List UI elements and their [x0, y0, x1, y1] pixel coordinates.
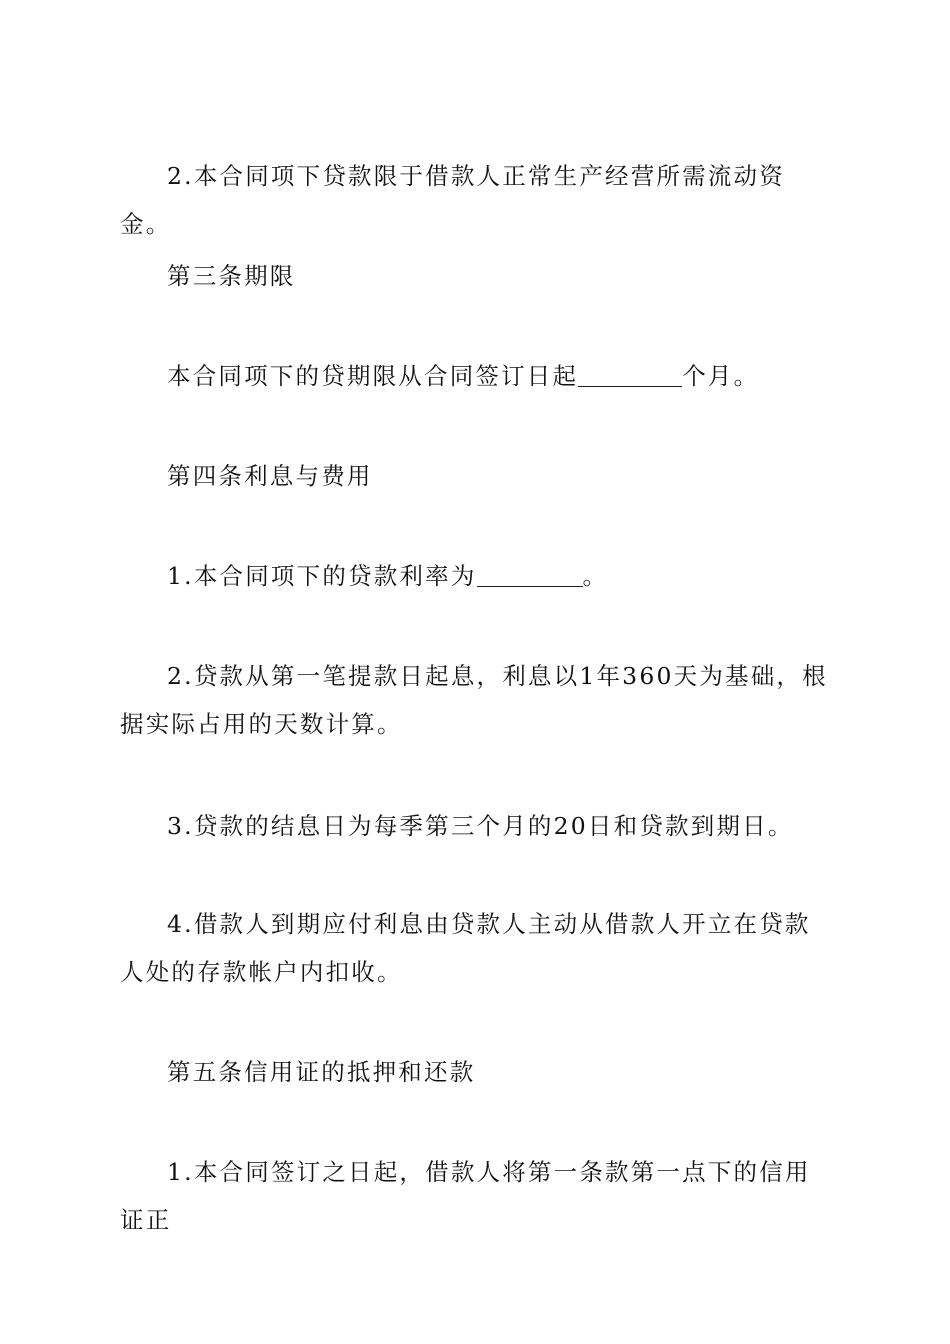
paragraph-loan-purpose — [120, 152, 834, 248]
paragraph-text-before: 1.本合同项下的贷款利率为 — [167, 562, 477, 590]
paragraph-text: 3.贷款的结息日为每季第三个月的20日和贷款到期日。 — [167, 812, 794, 840]
paragraph-text: 2.贷款从第一笔提款日起息，利息以1年360天为基础，根据实际占用的天数计算。 — [120, 662, 828, 738]
heading-text: 第四条利息与费用 — [167, 462, 373, 490]
paragraph-interest-deduction — [120, 900, 834, 996]
paragraph-text: 2.本合同项下贷款限于借款人正常生产经营所需流动资金。 — [120, 162, 785, 238]
paragraph-interest-calculation — [120, 652, 834, 748]
fill-in-blank-months[interactable] — [578, 364, 682, 387]
heading-article-4-interest — [120, 452, 834, 500]
heading-article-3-term — [120, 252, 834, 300]
paragraph-loan-term — [120, 352, 834, 400]
paragraph-text-before: 本合同项下的贷期限从合同签订日起 — [167, 362, 579, 390]
paragraph-interest-rate — [120, 552, 834, 600]
paragraph-text-after: 个月。 — [682, 362, 760, 390]
paragraph-settlement-date — [120, 802, 834, 850]
paragraph-letter-of-credit-pledge — [120, 1148, 834, 1244]
paragraph-text: 4.借款人到期应付利息由贷款人主动从借款人开立在贷款人处的存款帐户内扣收。 — [120, 910, 811, 986]
heading-article-5-letter-of-credit — [120, 1048, 834, 1096]
paragraph-text: 1.本合同签订之日起，借款人将第一条款第一点下的信用证正 — [120, 1158, 811, 1234]
heading-text: 第三条期限 — [167, 262, 296, 290]
paragraph-text-after: 。 — [582, 562, 609, 590]
heading-text: 第五条信用证的抵押和还款 — [167, 1058, 476, 1086]
fill-in-blank-rate[interactable] — [477, 564, 583, 587]
